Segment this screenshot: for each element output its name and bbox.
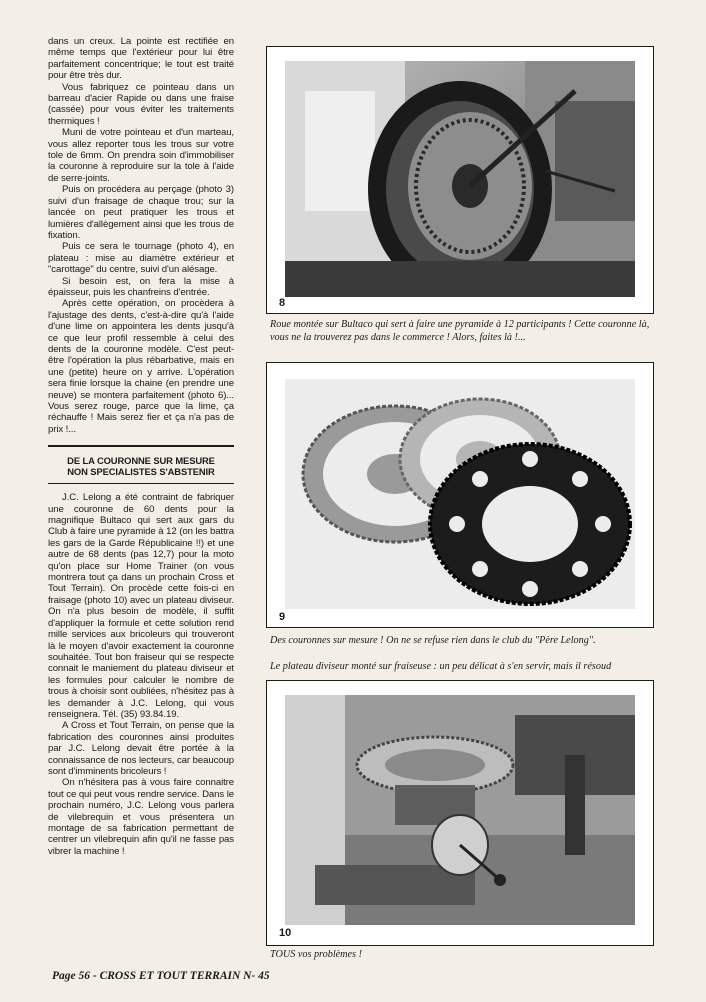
paragraph: Muni de votre pointeau et d'un marteau, vous allez reporter tous les trous sur votre tole de 6mm. On prendra soin d'immobiliser la couronne à reproduire sur la tole à l'aide de serre-joints. <box>48 127 234 184</box>
paragraph: Après cette opération, on procèdera à l'ajustage des dents, c'est-à-dire qu'à l'aide d'une lime on appointera les dents jusqu'à ce que leur profil ressemble à celui des dents de la couronne modèle. C'est peut-être l'opération la plus rébarbative, mais en une (petite) heure on y arrive. L'opération sera finie lorsque la chaine (en prendre une neuve) se montera parfaitement (photo 6)... Vous serez rouge, parce que la lime, ça réchauffe ! Mais serez fier et ça n'a pas de prix !... <box>48 298 234 435</box>
photo-9-frame <box>266 362 654 628</box>
paragraph: Puis ce sera le tournage (photo 4), en plateau : mise au diamètre extérieur et "carottage" du centre, suivi d'un alésage. <box>48 241 234 276</box>
photo-10-caption-bottom: TOUS vos problèmes ! <box>270 949 362 960</box>
section-divider <box>48 483 234 484</box>
paragraph: dans un creux. La pointe est rectifiée en même temps que l'extérieur pour lui être parfaitement concentrique; le tout est traité pour être très dur. <box>48 36 234 82</box>
paragraph: Puis on procédera au perçage (photo 3) suivi d'un fraisage de chaque trou; sur la lancée on peut pratiquer les trous et lumières d'allègement ainsi que les trous de fixation. <box>48 184 234 241</box>
paragraph: On n'hésitera pas à vous faire connaitre tout ce qui peut vous rendre service. Dans le prochain numéro, J.C. Lelong vous parlera de vilebrequin et vous présentera un montage de sa fabrication permettant de centrer un vilebrequin afin qu'il ne fasse pas vibrer la machine ! <box>48 777 234 857</box>
photo-10-milling-image <box>285 695 635 925</box>
photo-9-sprockets-image <box>285 379 635 609</box>
page-footer: Page 56 - CROSS ET TOUT TERRAIN N- 45 <box>52 970 270 982</box>
photo-10-number: 10 <box>279 927 292 939</box>
paragraph: Si besoin est, on fera la mise à épaisseur, puis les chanfreins d'entrée. <box>48 275 234 298</box>
photo-8-wheel-image <box>285 61 635 297</box>
paragraph: A Cross et Tout Terrain, on pense que la fabrication des couronnes ainsi produites par J.C. Lelong devait être portée à la connaissance de nos lecteurs, car beaucoup sont d'imminents bricoleurs ! <box>48 720 234 777</box>
photo-9-caption: Des couronnes sur mesure ! On ne se refuse rien dans le club du "Père Lelong". <box>270 635 596 646</box>
photo-8-caption: Roue montée sur Bultaco qui sert à faire une pyramide à 12 participants ! Cette couronne là, vous ne la trouverez pas dans le commerce ! Alors, faites là !... <box>270 319 650 343</box>
photo-8-frame <box>266 46 654 314</box>
photo-10-caption-top: Le plateau diviseur monté sur fraiseuse : un peu délicat à s'en servir, mais il résoud <box>270 661 612 672</box>
section-divider <box>48 445 234 447</box>
photo-9-number: 9 <box>279 611 286 623</box>
photo-10-frame <box>266 680 654 946</box>
paragraph: J.C. Lelong a été contraint de fabriquer une couronne de 60 dents pour la magnifique Bultaco qui sert aux gars du Club à faire une pyramide à 12 (on les battra les gars de la Garde Républicaine !!) et une autre de 68 dents (pas 12,7) pour la moto qu'on place sur Home Trainer (on vous montrera tout ça dans un prochain Cross et Tout Terrain). On procède cette fois-ci en fraisage (photo 10) avec un plateau diviseur. On n'a plus besoin de modèle, il suffit d'appliquer la formule et cette solution rend mille services aux bricoleurs qui trouveront là le moyen d'avoir exactement la couronne souhaitée. Tout bon fraiseur qui se respecte connait le maniement du plateau diviseur et les formules pour calculer le nombre de trous à choisir sont oubliées, n'hésitez pas à les demander à J.C. Lelong, qui vous renseignera. Tél. (35) 93.84.19. <box>48 492 234 720</box>
photo-8-number: 8 <box>279 297 286 309</box>
section-heading-line2: NON SPECIALISTES S'ABSTENIR <box>67 466 215 478</box>
article-text-column <box>48 36 234 857</box>
section-heading-line1: DE LA COURONNE SUR MESURE <box>67 455 215 467</box>
paragraph: Vous fabriquez ce pointeau dans un barreau d'acier Rapide ou dans une fraise (cassée) pour vous éviter les traitements thermiques ! <box>48 81 234 127</box>
